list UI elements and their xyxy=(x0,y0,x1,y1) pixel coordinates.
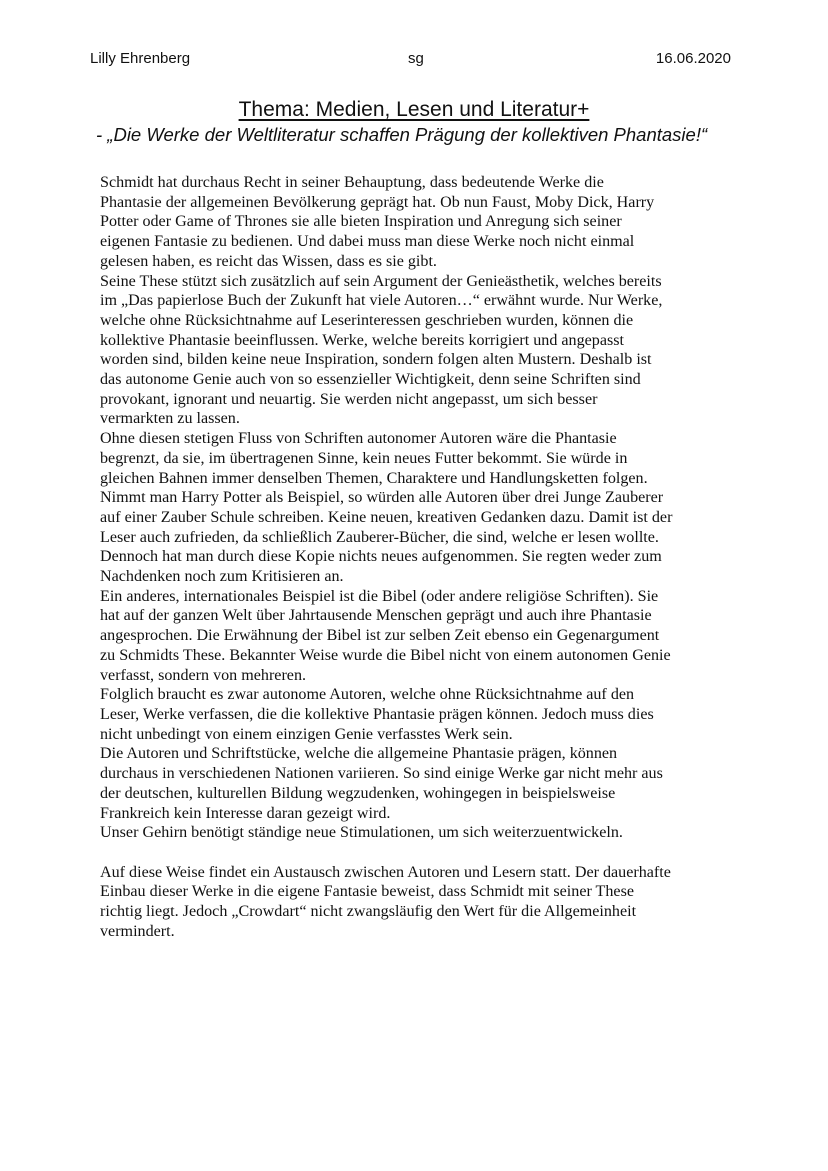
paragraph-spacer xyxy=(100,843,740,863)
text-line: gleichen Bahnen immer denselben Themen, Charaktere und Handlungsketten folgen. xyxy=(100,469,648,487)
document-date: 16.06.2020 xyxy=(655,50,731,67)
text-line: das autonome Genie auch von so essenzieller Wichtigkeit, denn seine Schriften sind xyxy=(100,371,641,389)
essay-body xyxy=(100,173,740,941)
text-line: auf einer Zauber Schule schreiben. Keine neuen, kreativen Gedanken dazu. Damit ist der xyxy=(100,508,673,526)
text-line: Auf diese Weise findet ein Austausch zwischen Autoren und Lesern statt. Der dauerhafte xyxy=(100,863,671,881)
text-line: richtig liegt. Jedoch „Crowdart“ nicht zwangsläufig den Wert für die Allgemeinheit xyxy=(100,903,637,920)
page-title: Thema: Medien, Lesen und Literatur+ xyxy=(238,98,590,121)
text-line: kollektive Phantasie beeinflussen. Werke, welche bereits korrigiert und angepasst xyxy=(100,331,624,349)
author-name: Lilly Ehrenberg xyxy=(90,50,191,67)
text-line: gelesen haben, es reicht das Wissen, dass es sie gibt. xyxy=(100,252,437,270)
text-line: welche ohne Rücksichtnahme auf Leserinteressen geschrieben wurden, können die xyxy=(100,311,634,329)
text-line: Phantasie der allgemeinen Bevölkerung geprägt hat. Ob nun Faust, Moby Dick, Harry xyxy=(100,193,655,211)
text-line: Die Autoren und Schriftstücke, welche die allgemeine Phantasie prägen, können xyxy=(100,745,618,763)
text-line: der deutschen, kulturellen Bildung wegzudenken, wohingegen in beispielsweise xyxy=(100,784,616,802)
text-line: eigenen Fantasie zu bedienen. Und dabei muss man diese Werke noch nicht einmal xyxy=(100,233,635,251)
text-line: durchaus in verschiedenen Nationen variieren. So sind einige Werke gar nicht mehr aus xyxy=(100,765,663,783)
text-line: Unser Gehirn benötigt ständige neue Stimulationen, um sich weiterzuentwickeln. xyxy=(100,824,623,842)
text-line: im „Das papierlose Buch der Zukunft hat viele Autoren…“ erwähnt wurde. Nur Werke, xyxy=(100,292,663,310)
text-line: zu Schmidts These. Bekannter Weise wurde die Bibel nicht von einem autonomen Genie xyxy=(100,646,671,664)
text-line: Seine These stützt sich zusätzlich auf sein Argument der Genieästhetik, welches bereits xyxy=(100,272,662,290)
text-line: Leser, Werke verfassen, die die kollektive Phantasie prägen können. Jedoch muss dies xyxy=(100,705,654,723)
text-line: nicht unbedingt von einem einzigen Genie verfasstes Werk sein. xyxy=(100,725,513,743)
text-line: Schmidt hat durchaus Recht in seiner Behauptung, dass bedeutende Werke die xyxy=(100,174,604,191)
text-line: Nimmt man Harry Potter als Beispiel, so würden alle Autoren über drei Junge Zauberer xyxy=(100,489,664,507)
text-line: Dennoch hat man durch diese Kopie nichts neues aufgenommen. Sie regten weder zum xyxy=(100,548,662,566)
text-line: vermindert. xyxy=(100,922,175,940)
page-subtitle: - „Die Werke der Weltliteratur schaffen Prägung der kollektiven Phantasie!“ xyxy=(96,124,708,145)
text-line: Folglich braucht es zwar autonome Autoren, welche ohne Rücksichtnahme auf den xyxy=(100,686,635,704)
text-line: Einbau dieser Werke in die eigene Fantasie beweist, dass Schmidt mit seiner These xyxy=(100,883,634,901)
text-line: verfasst, sondern von mehreren. xyxy=(100,666,307,684)
text-line: begrenzt, da sie, im übertragenen Sinne, kein neues Futter bekommt. Sie würde in xyxy=(100,449,628,467)
text-line: Frankreich kein Interesse daran gezeigt wird. xyxy=(100,804,391,822)
text-line: Leser auch zufrieden, da schließlich Zauberer-Bücher, die sind, welche er lesen wollte. xyxy=(100,528,659,546)
course-label: sg xyxy=(408,50,424,67)
text-line: Potter oder Game of Thrones sie alle bieten Inspiration und Anregung sich seiner xyxy=(100,213,622,231)
text-line: Ein anderes, internationales Beispiel ist die Bibel (oder andere religiöse Schriften). Sie xyxy=(100,587,659,605)
text-line: worden sind, bilden keine neue Inspiration, sondern folgen alten Mustern. Deshalb ist xyxy=(100,351,652,369)
text-line: angesprochen. Die Erwähnung der Bibel ist zur selben Zeit ebenso ein Gegenargument xyxy=(100,627,660,645)
text-line: Nachdenken noch zum Kritisieren an. xyxy=(100,568,344,586)
text-line: Ohne diesen stetigen Fluss von Schriften autonomer Autoren wäre die Phantasie xyxy=(100,430,617,448)
text-line: hat auf der ganzen Welt über Jahrtausende Menschen geprägt und auch ihre Phantasie xyxy=(100,607,652,625)
text-line: provokant, ignorant und neuartig. Sie werden nicht angepasst, um sich besser xyxy=(100,390,598,408)
text-line: vermarkten zu lassen. xyxy=(100,410,240,428)
